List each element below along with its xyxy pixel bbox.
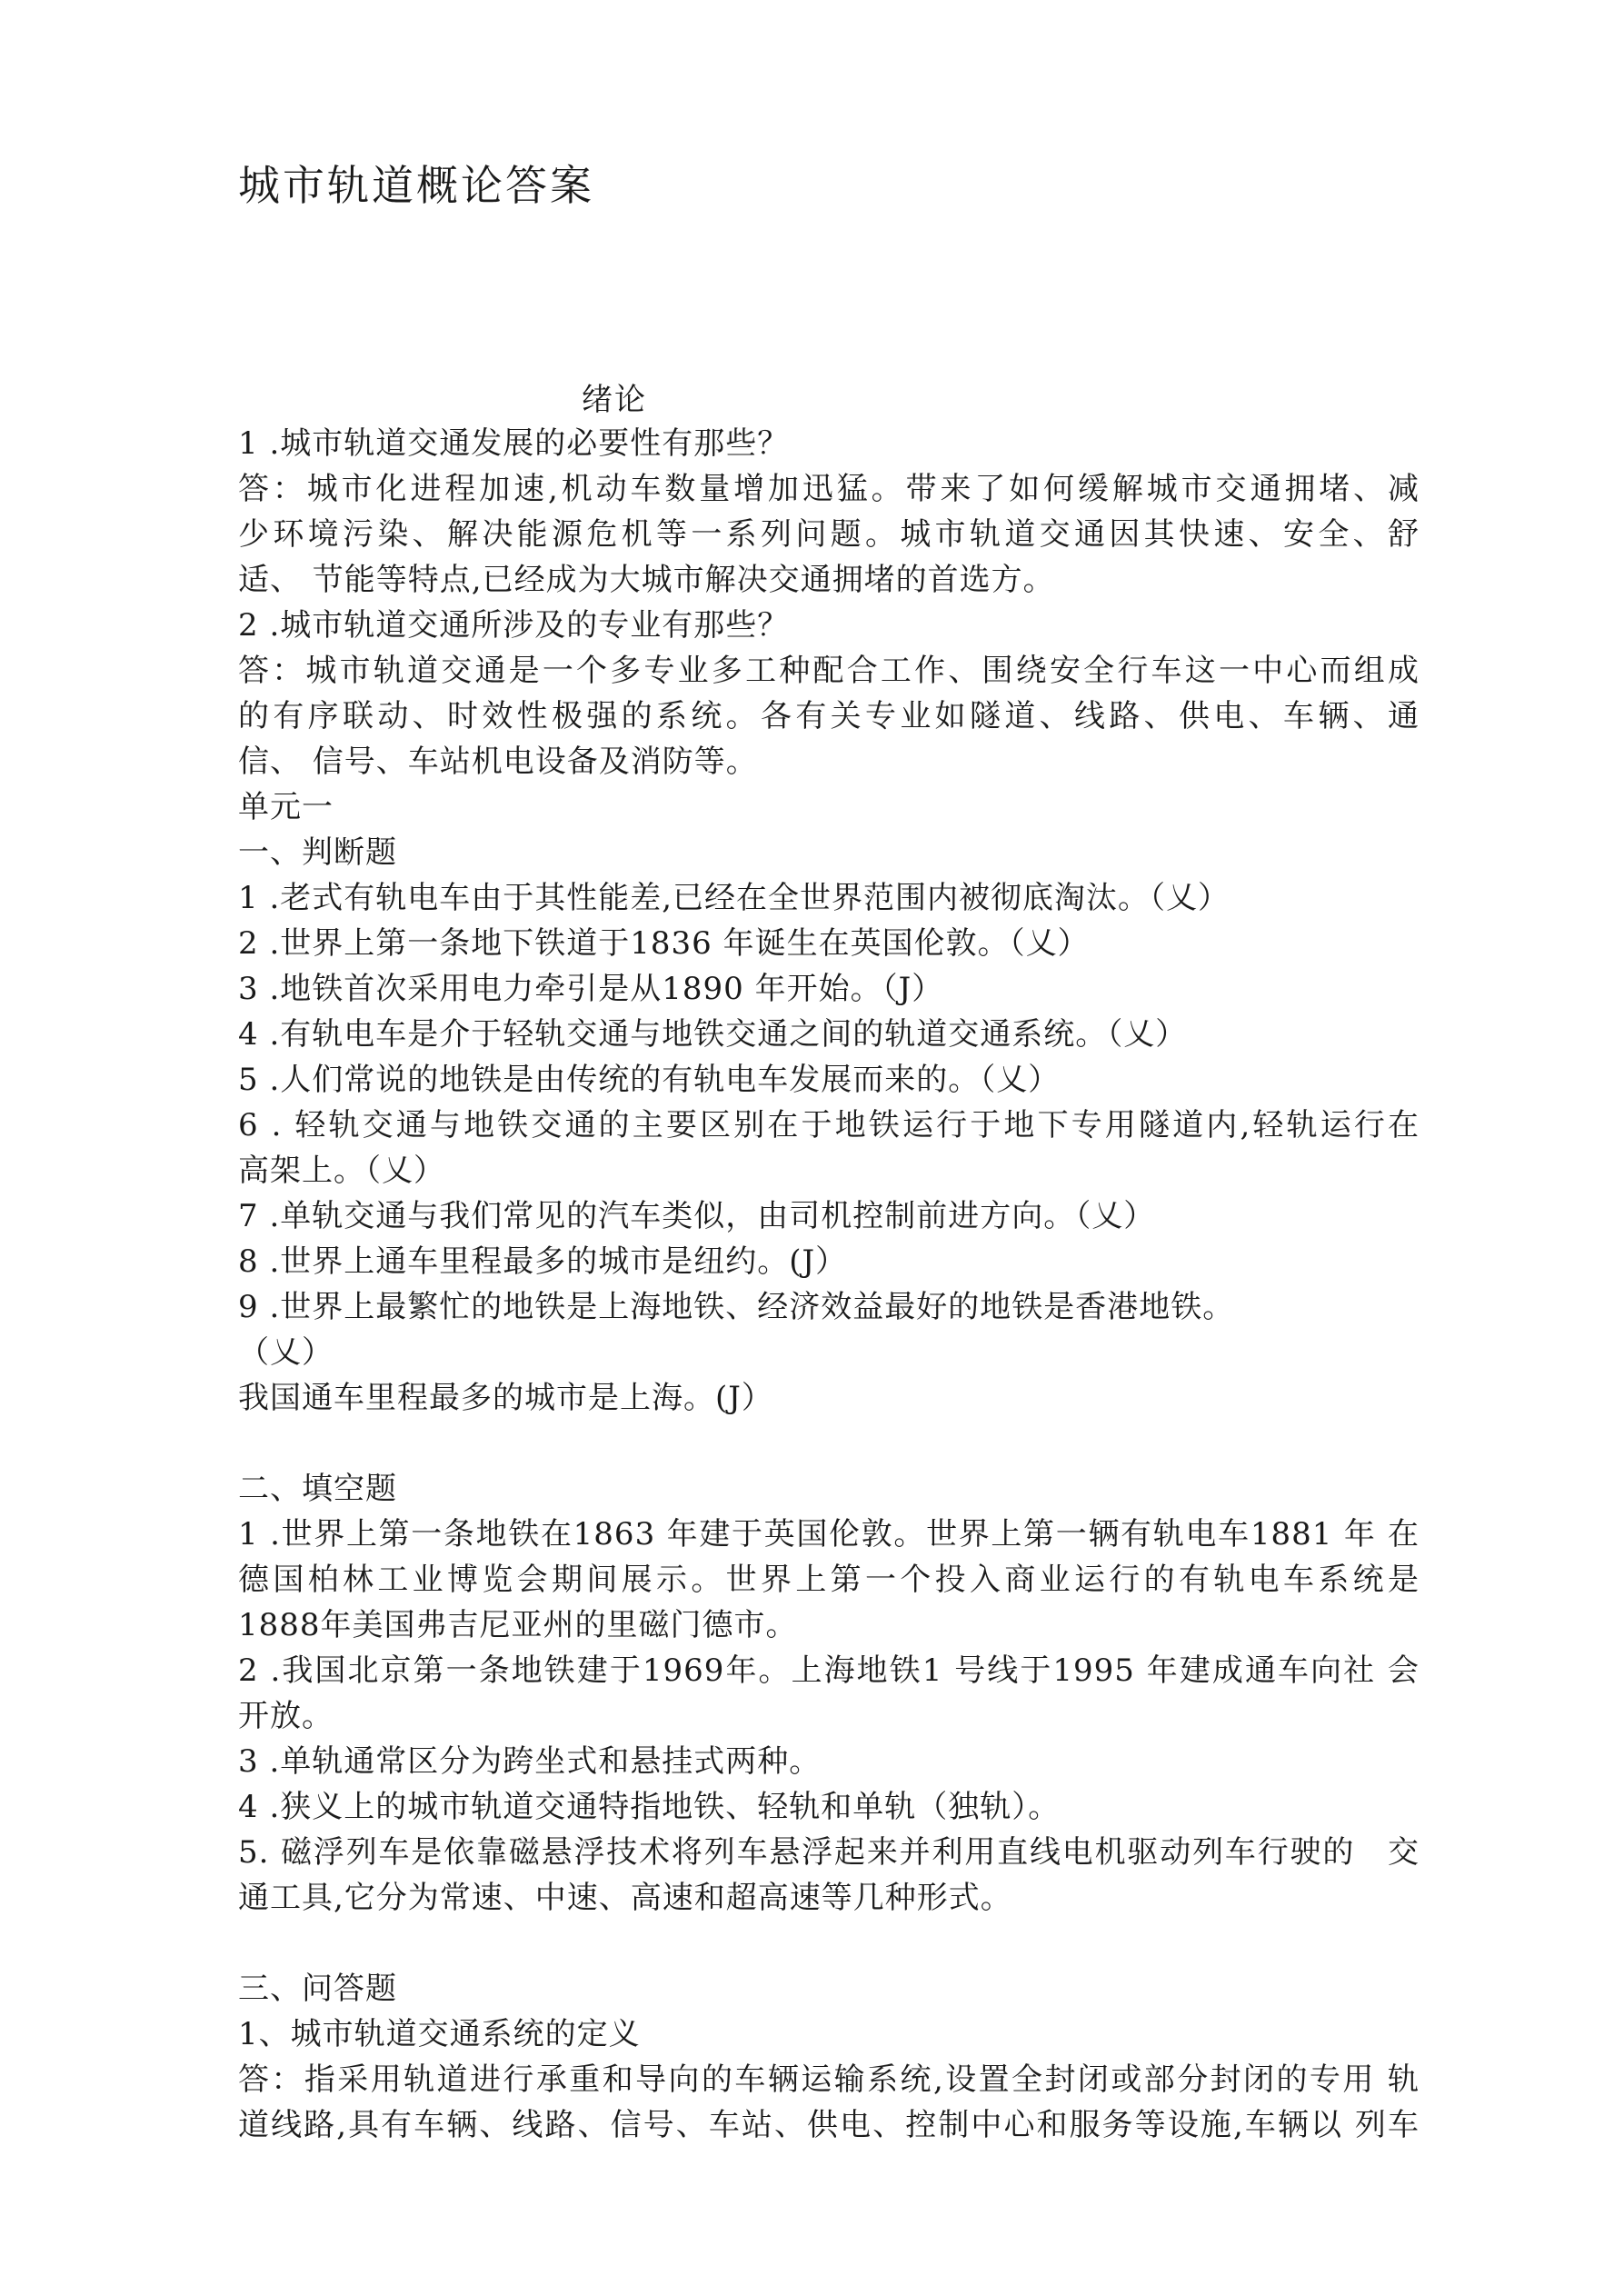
document-body xyxy=(238,421,1420,2148)
text-line: 2 .世界上第一条地下铁道于1836 年诞生在英国伦敦。（乂） xyxy=(238,925,1090,962)
text-line: 的有序联动、时效性极强的系统。各有关专业如隧道、线路、供电、车辆、通 xyxy=(238,698,1420,734)
blank-line xyxy=(238,1421,1420,1466)
text-line: 1 .世界上第一条地铁在1863 年建于英国伦敦。世界上第一辆有轨电车1881 年 在 xyxy=(238,1516,1420,1552)
text-line: 二、填空题 xyxy=(238,1471,397,1507)
text-line: 我国通车里程最多的城市是上海。(J） xyxy=(238,1380,773,1416)
text-line: 1、城市轨道交通系统的定义 xyxy=(238,2016,641,2052)
text-line: 信、 信号、车站机电设备及消防等。 xyxy=(238,744,758,780)
text-line: 9 .世界上最繁忙的地铁是上海地铁、经济效益最好的地铁是香港地铁。 xyxy=(238,1289,1235,1325)
text-line: 答：城市化进程加速,机动车数量增加迅猛。带来了如何缓解城市交通拥堵、减 xyxy=(238,471,1420,507)
text-line: 2 .城市轨道交通所涉及的专业有那些？ xyxy=(238,607,790,644)
text-line: 开放。 xyxy=(238,1698,334,1734)
text-line: 道线路,具有车辆、线路、信号、车站、供电、控制中心和服务等设施,车辆以 列车 xyxy=(238,2107,1420,2143)
text-line: 德国柏林工业博览会期间展示。世界上第一个投入商业运行的有轨电车系统是 xyxy=(238,1562,1420,1598)
text-line: （乂） xyxy=(238,1334,334,1371)
text-line: 1888年美国弗吉尼亚州的里磁门德市。 xyxy=(238,1607,798,1643)
text-line: 答：指采用轨道进行承重和导向的车辆运输系统,设置全封闭或部分封闭的专用 轨 xyxy=(238,2061,1420,2098)
text-line: 1 .城市轨道交通发展的必要性有那些？ xyxy=(238,425,790,462)
text-line: 答：城市轨道交通是一个多专业多工种配合工作、围绕安全行车这一中心而组成 xyxy=(238,653,1420,689)
text-line: 少环境污染、解决能源危机等一系列问题。城市轨道交通因其快速、安全、舒 xyxy=(238,516,1420,553)
text-line: 3 .单轨通常区分为跨坐式和悬挂式两种。 xyxy=(238,1743,822,1780)
text-line: 2 .我国北京第一条地铁建于1969年。上海地铁1 号线于1995 年建成通车向社 会 xyxy=(238,1652,1420,1689)
text-line: 5 .人们常说的地铁是由传统的有轨电车发展而来的。（乂） xyxy=(238,1062,1061,1098)
text-line: 5. 磁浮列车是依靠磁悬浮技术将列车悬浮起来并利用直线电机驱动列车行驶的 交 xyxy=(238,1834,1420,1871)
text-line: 一、判断题 xyxy=(238,834,397,871)
text-line: 4 .狭义上的城市轨道交通特指地铁、轻轨和单轨（独轨）。 xyxy=(238,1789,1061,1825)
text-line: 通工具,它分为常速、中速、高速和超高速等几种形式。 xyxy=(238,1880,1012,1916)
blank-line xyxy=(238,1921,1420,1966)
text-line: 高架上。（乂） xyxy=(238,1153,445,1189)
text-line: 1 .老式有轨电车由于其性能差,已经在全世界范围内被彻底淘汰。（乂） xyxy=(238,880,1230,916)
text-line: 单元一 xyxy=(238,789,334,825)
text-line: 3 .地铁首次采用电力牵引是从1890 年开始。（J） xyxy=(238,971,944,1007)
text-line: 7 .单轨交通与我们常见的汽车类似，由司机控制前进方向。（乂） xyxy=(238,1198,1156,1234)
text-line: 6 . 轻轨交通与地铁交通的主要区别在于地铁运行于地下专用隧道内,轻轨运行在 xyxy=(238,1107,1420,1143)
text-line: 三、问答题 xyxy=(238,1971,397,2007)
section-heading-intro: 绪论 xyxy=(582,382,647,418)
text-line: 8 .世界上通车里程最多的城市是纽约。(J） xyxy=(238,1243,848,1280)
document-title: 城市轨道概论答案 xyxy=(238,161,594,210)
text-line: 4 .有轨电车是介于轻轨交通与地铁交通之间的轨道交通系统。（乂） xyxy=(238,1016,1188,1053)
text-line: 适、 节能等特点,已经成为大城市解决交通拥堵的首选方。 xyxy=(238,562,1055,598)
